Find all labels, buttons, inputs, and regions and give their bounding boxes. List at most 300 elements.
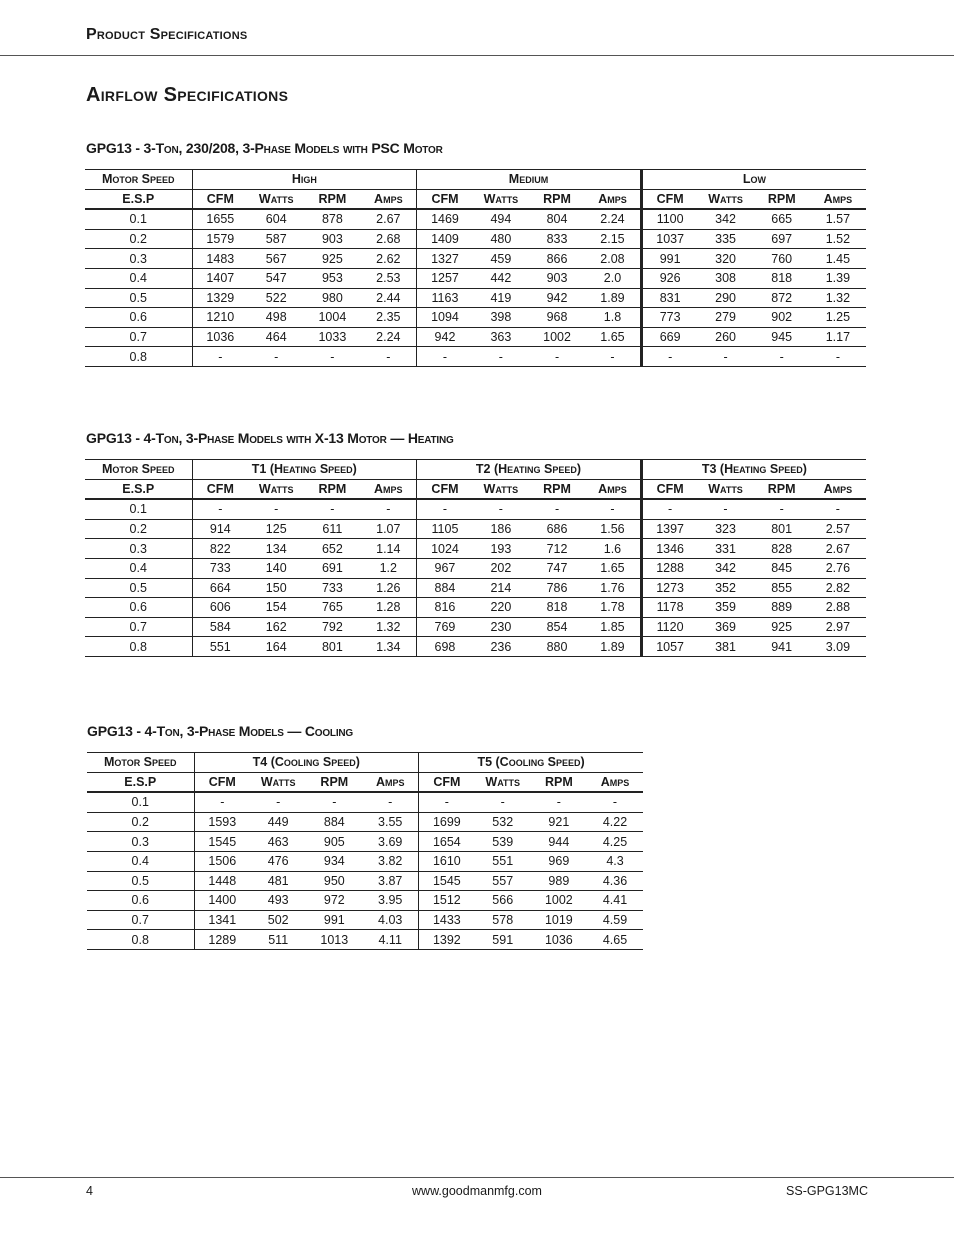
table-cell: 363 xyxy=(473,327,529,347)
column-header: RPM xyxy=(754,479,810,499)
table-cell: 1.45 xyxy=(810,249,866,269)
esp-value: 0.4 xyxy=(85,558,192,578)
table-cell: 604 xyxy=(248,209,304,229)
table-cell: 1.89 xyxy=(585,637,641,657)
table-cell: 1655 xyxy=(192,209,248,229)
table-cell: 1036 xyxy=(192,327,248,347)
table-cell: 747 xyxy=(529,558,585,578)
table-cell: 1100 xyxy=(641,209,697,229)
table-cell: - xyxy=(360,499,416,519)
column-header: Amps xyxy=(587,772,643,792)
table-cell: 944 xyxy=(531,832,587,852)
table-cell: 493 xyxy=(250,891,306,911)
speed-group-header: T5 (Cooling Speed) xyxy=(419,753,644,773)
column-header: Amps xyxy=(810,479,866,499)
esp-value: 0.5 xyxy=(85,578,192,598)
table-row xyxy=(85,209,866,229)
table-row xyxy=(87,812,643,832)
airflow-table-4ton-heating xyxy=(85,459,866,657)
table-cell: - xyxy=(697,499,753,519)
table-cell: - xyxy=(306,792,362,812)
table-row xyxy=(85,327,866,347)
table-cell: 134 xyxy=(248,539,304,559)
table-cell: 1178 xyxy=(641,598,697,618)
table-cell: 953 xyxy=(304,268,360,288)
table-cell: 828 xyxy=(754,539,810,559)
table-cell: 1483 xyxy=(192,249,248,269)
table-cell: 419 xyxy=(473,288,529,308)
table-cell: 1036 xyxy=(531,930,587,950)
esp-value: 0.2 xyxy=(85,229,192,249)
table-cell: 1400 xyxy=(194,891,250,911)
motor-speed-header: Motor Speed xyxy=(85,460,192,480)
table-cell: 4.11 xyxy=(362,930,418,950)
table-cell: - xyxy=(417,347,473,367)
table-cell: 792 xyxy=(304,617,360,637)
table-cell: 279 xyxy=(697,308,753,328)
table-cell: 1.52 xyxy=(810,229,866,249)
table-cell: 591 xyxy=(475,930,531,950)
table-cell: - xyxy=(475,792,531,812)
table-cell: 698 xyxy=(417,637,473,657)
table-cell: - xyxy=(192,347,248,367)
table-cell: 991 xyxy=(641,249,697,269)
table-cell: 969 xyxy=(531,851,587,871)
table-cell: 925 xyxy=(304,249,360,269)
table-cell: 551 xyxy=(192,637,248,657)
table-cell: 236 xyxy=(473,637,529,657)
esp-value: 0.4 xyxy=(87,851,194,871)
table-cell: 335 xyxy=(697,229,753,249)
column-header: RPM xyxy=(529,479,585,499)
table-cell: 1.78 xyxy=(585,598,641,618)
table-cell: 164 xyxy=(248,637,304,657)
table-cell: 968 xyxy=(529,308,585,328)
table-cell: 459 xyxy=(473,249,529,269)
table-cell: 1.76 xyxy=(585,578,641,598)
table-row xyxy=(85,229,866,249)
esp-header: E.S.P xyxy=(85,479,192,499)
table-cell: 3.95 xyxy=(362,891,418,911)
table-cell: 1654 xyxy=(419,832,475,852)
table-cell: 1.32 xyxy=(810,288,866,308)
table-cell: 801 xyxy=(304,637,360,657)
esp-value: 0.8 xyxy=(87,930,194,950)
table-cell: 2.53 xyxy=(360,268,416,288)
table-cell: 230 xyxy=(473,617,529,637)
table-row xyxy=(85,558,866,578)
table-cell: 1.28 xyxy=(360,598,416,618)
esp-value: 0.7 xyxy=(87,910,194,930)
table-cell: 1433 xyxy=(419,910,475,930)
table-cell: 652 xyxy=(304,539,360,559)
table-cell: 925 xyxy=(754,617,810,637)
table-cell: 150 xyxy=(248,578,304,598)
table-row xyxy=(87,930,643,950)
table-cell: - xyxy=(587,792,643,812)
table-cell: 786 xyxy=(529,578,585,598)
table-row xyxy=(87,891,643,911)
esp-header: E.S.P xyxy=(87,772,194,792)
table-cell: 2.62 xyxy=(360,249,416,269)
table-cell: 449 xyxy=(250,812,306,832)
table-cell: 4.36 xyxy=(587,871,643,891)
header-divider xyxy=(0,55,954,56)
esp-value: 0.6 xyxy=(85,308,192,328)
table-cell: 2.24 xyxy=(360,327,416,347)
table-cell: 1120 xyxy=(641,617,697,637)
table-cell: 202 xyxy=(473,558,529,578)
table-cell: 606 xyxy=(192,598,248,618)
table-cell: 398 xyxy=(473,308,529,328)
table-caption: GPG13 - 4-Ton, 3-Phase Models with X-13 Motor — Heating xyxy=(86,430,454,446)
table-cell: 1329 xyxy=(192,288,248,308)
table-cell: - xyxy=(248,347,304,367)
footer-divider xyxy=(0,1177,954,1178)
table-cell: 669 xyxy=(641,327,697,347)
column-header: CFM xyxy=(641,189,697,209)
table-cell: 498 xyxy=(248,308,304,328)
table-cell: 1013 xyxy=(306,930,362,950)
table-cell: 480 xyxy=(473,229,529,249)
table-cell: 2.76 xyxy=(810,558,866,578)
table-cell: 2.57 xyxy=(810,519,866,539)
table-cell: - xyxy=(192,499,248,519)
table-row xyxy=(85,347,866,367)
speed-group-header: T1 (Heating Speed) xyxy=(192,460,417,480)
table-cell: 1.39 xyxy=(810,268,866,288)
airflow-table-3ton-psc xyxy=(85,169,866,367)
table-row xyxy=(85,598,866,618)
table-cell: 1409 xyxy=(417,229,473,249)
document-code: SS-GPG13MC xyxy=(786,1184,868,1198)
table-cell: 2.44 xyxy=(360,288,416,308)
speed-group-header: High xyxy=(192,170,417,190)
table-cell: 1163 xyxy=(417,288,473,308)
column-header: RPM xyxy=(304,189,360,209)
table-cell: 1.8 xyxy=(585,308,641,328)
table-cell: 773 xyxy=(641,308,697,328)
table-row xyxy=(85,578,866,598)
esp-value: 0.1 xyxy=(85,209,192,229)
table-cell: 878 xyxy=(304,209,360,229)
table-cell: 822 xyxy=(192,539,248,559)
column-header: Amps xyxy=(810,189,866,209)
table-cell: 1469 xyxy=(417,209,473,229)
table-cell: 2.24 xyxy=(585,209,641,229)
table-cell: 1033 xyxy=(304,327,360,347)
table-cell: 1.14 xyxy=(360,539,416,559)
table-row xyxy=(87,871,643,891)
table-cell: - xyxy=(304,347,360,367)
column-header: Watts xyxy=(473,189,529,209)
table-cell: 1.2 xyxy=(360,558,416,578)
column-header: CFM xyxy=(192,479,248,499)
table-cell: 801 xyxy=(754,519,810,539)
table-cell: 369 xyxy=(697,617,753,637)
table-cell: 154 xyxy=(248,598,304,618)
table-cell: 352 xyxy=(697,578,753,598)
esp-header: E.S.P xyxy=(85,189,192,209)
column-header: Amps xyxy=(585,189,641,209)
table-cell: 2.82 xyxy=(810,578,866,598)
table-cell: - xyxy=(304,499,360,519)
table-cell: 359 xyxy=(697,598,753,618)
table-row xyxy=(85,617,866,637)
table-cell: 567 xyxy=(248,249,304,269)
table-cell: 442 xyxy=(473,268,529,288)
table-cell: 4.59 xyxy=(587,910,643,930)
table-cell: 967 xyxy=(417,558,473,578)
table-cell: 1002 xyxy=(531,891,587,911)
table-cell: 1288 xyxy=(641,558,697,578)
table-cell: 1210 xyxy=(192,308,248,328)
column-header: Watts xyxy=(697,189,753,209)
table-cell: 1004 xyxy=(304,308,360,328)
esp-value: 0.3 xyxy=(87,832,194,852)
table-cell: 494 xyxy=(473,209,529,229)
table-cell: 214 xyxy=(473,578,529,598)
motor-speed-header: Motor Speed xyxy=(87,753,194,773)
table-cell: 818 xyxy=(529,598,585,618)
table-cell: 691 xyxy=(304,558,360,578)
table-cell: 1392 xyxy=(419,930,475,950)
table-cell: 1610 xyxy=(419,851,475,871)
table-cell: 1506 xyxy=(194,851,250,871)
speed-group-header: Medium xyxy=(417,170,642,190)
esp-value: 0.3 xyxy=(85,539,192,559)
table-cell: 578 xyxy=(475,910,531,930)
column-header: RPM xyxy=(754,189,810,209)
table-row xyxy=(85,268,866,288)
table-cell: - xyxy=(250,792,306,812)
table-cell: 2.68 xyxy=(360,229,416,249)
table-cell: 2.15 xyxy=(585,229,641,249)
table-cell: 551 xyxy=(475,851,531,871)
table-cell: 1341 xyxy=(194,910,250,930)
table-cell: 733 xyxy=(304,578,360,598)
table-cell: 1.25 xyxy=(810,308,866,328)
table-cell: 866 xyxy=(529,249,585,269)
column-header: RPM xyxy=(304,479,360,499)
table-row xyxy=(85,308,866,328)
table-cell: 2.08 xyxy=(585,249,641,269)
esp-value: 0.5 xyxy=(87,871,194,891)
table-cell: - xyxy=(641,499,697,519)
table-cell: 1.56 xyxy=(585,519,641,539)
table-row xyxy=(87,832,643,852)
table-cell: 903 xyxy=(529,268,585,288)
table-cell: 381 xyxy=(697,637,753,657)
table-cell: 342 xyxy=(697,209,753,229)
esp-value: 0.5 xyxy=(85,288,192,308)
table-cell: 260 xyxy=(697,327,753,347)
section-title: Airflow Specifications xyxy=(86,84,289,106)
table-cell: 921 xyxy=(531,812,587,832)
table-cell: 914 xyxy=(192,519,248,539)
table-row xyxy=(85,249,866,269)
table-cell: - xyxy=(362,792,418,812)
table-cell: 547 xyxy=(248,268,304,288)
esp-value: 0.4 xyxy=(85,268,192,288)
table-cell: 1699 xyxy=(419,812,475,832)
table-row xyxy=(87,851,643,871)
table-cell: - xyxy=(810,347,866,367)
speed-group-header: T2 (Heating Speed) xyxy=(417,460,642,480)
table-cell: 905 xyxy=(306,832,362,852)
table-cell: 1545 xyxy=(194,832,250,852)
table-cell: 884 xyxy=(417,578,473,598)
table-row xyxy=(85,288,866,308)
table-cell: 1.57 xyxy=(810,209,866,229)
table-cell: - xyxy=(754,347,810,367)
table-cell: 587 xyxy=(248,229,304,249)
table-cell: 1.89 xyxy=(585,288,641,308)
table-caption: GPG13 - 4-Ton, 3-Phase Models — Cooling xyxy=(87,723,354,739)
table-cell: 611 xyxy=(304,519,360,539)
table-cell: 481 xyxy=(250,871,306,891)
table-cell: 855 xyxy=(754,578,810,598)
table-cell: 464 xyxy=(248,327,304,347)
table-cell: - xyxy=(419,792,475,812)
table-cell: - xyxy=(585,347,641,367)
table-cell: 1037 xyxy=(641,229,697,249)
table-cell: 941 xyxy=(754,637,810,657)
table-cell: 1579 xyxy=(192,229,248,249)
column-header: CFM xyxy=(417,479,473,499)
website-link[interactable]: www.goodmanmfg.com xyxy=(412,1184,542,1198)
table-cell: 665 xyxy=(754,209,810,229)
table-row xyxy=(85,637,866,657)
table-cell: 1397 xyxy=(641,519,697,539)
table-cell: 522 xyxy=(248,288,304,308)
table-cell: 4.03 xyxy=(362,910,418,930)
table-cell: 584 xyxy=(192,617,248,637)
table-cell: - xyxy=(754,499,810,519)
table-cell: 2.97 xyxy=(810,617,866,637)
table-cell: 804 xyxy=(529,209,585,229)
column-header: Amps xyxy=(360,189,416,209)
table-cell: 1019 xyxy=(531,910,587,930)
table-cell: 831 xyxy=(641,288,697,308)
table-cell: 686 xyxy=(529,519,585,539)
table-cell: 2.88 xyxy=(810,598,866,618)
airflow-table-4ton-cooling xyxy=(87,752,643,950)
table-cell: 942 xyxy=(529,288,585,308)
table-cell: 765 xyxy=(304,598,360,618)
table-cell: 989 xyxy=(531,871,587,891)
table-cell: 980 xyxy=(304,288,360,308)
esp-value: 0.6 xyxy=(87,891,194,911)
table-cell: 934 xyxy=(306,851,362,871)
table-cell: 331 xyxy=(697,539,753,559)
column-header: CFM xyxy=(194,772,250,792)
esp-value: 0.1 xyxy=(85,499,192,519)
table-cell: 320 xyxy=(697,249,753,269)
table-cell: 1.26 xyxy=(360,578,416,598)
column-header: Amps xyxy=(360,479,416,499)
table-cell: 833 xyxy=(529,229,585,249)
table-cell: 4.3 xyxy=(587,851,643,871)
table-cell: 4.65 xyxy=(587,930,643,950)
table-cell: 342 xyxy=(697,558,753,578)
esp-value: 0.3 xyxy=(85,249,192,269)
column-header: RPM xyxy=(306,772,362,792)
column-header: Watts xyxy=(248,479,304,499)
table-cell: 532 xyxy=(475,812,531,832)
table-cell: 1.17 xyxy=(810,327,866,347)
table-cell: 463 xyxy=(250,832,306,852)
table-cell: 880 xyxy=(529,637,585,657)
esp-value: 0.2 xyxy=(85,519,192,539)
table-cell: 733 xyxy=(192,558,248,578)
esp-value: 0.7 xyxy=(85,617,192,637)
column-header: Watts xyxy=(248,189,304,209)
table-cell: 950 xyxy=(306,871,362,891)
esp-value: 0.8 xyxy=(85,347,192,367)
table-cell: - xyxy=(360,347,416,367)
table-row xyxy=(85,499,866,519)
table-cell: 926 xyxy=(641,268,697,288)
table-cell: 1.6 xyxy=(585,539,641,559)
column-header: CFM xyxy=(419,772,475,792)
table-cell: - xyxy=(697,347,753,367)
table-cell: 972 xyxy=(306,891,362,911)
table-cell: 1.34 xyxy=(360,637,416,657)
table-cell: 2.35 xyxy=(360,308,416,328)
table-cell: 1002 xyxy=(529,327,585,347)
table-cell: 1105 xyxy=(417,519,473,539)
column-header: Watts xyxy=(473,479,529,499)
table-cell: - xyxy=(641,347,697,367)
motor-speed-header: Motor Speed xyxy=(85,170,192,190)
table-cell: 220 xyxy=(473,598,529,618)
table-cell: - xyxy=(417,499,473,519)
table-cell: 1.85 xyxy=(585,617,641,637)
table-cell: 4.22 xyxy=(587,812,643,832)
table-row xyxy=(87,792,643,812)
table-cell: 1024 xyxy=(417,539,473,559)
page-header: Product Specifications xyxy=(86,26,248,43)
table-cell: 566 xyxy=(475,891,531,911)
table-cell: 902 xyxy=(754,308,810,328)
table-cell: 3.82 xyxy=(362,851,418,871)
table-cell: 991 xyxy=(306,910,362,930)
column-header: Watts xyxy=(250,772,306,792)
esp-value: 0.2 xyxy=(87,812,194,832)
table-cell: 1.32 xyxy=(360,617,416,637)
table-cell: 889 xyxy=(754,598,810,618)
column-header: RPM xyxy=(529,189,585,209)
table-cell: 511 xyxy=(250,930,306,950)
table-cell: 290 xyxy=(697,288,753,308)
table-cell: 476 xyxy=(250,851,306,871)
table-cell: 942 xyxy=(417,327,473,347)
table-cell: 3.55 xyxy=(362,812,418,832)
table-cell: 845 xyxy=(754,558,810,578)
column-header: CFM xyxy=(192,189,248,209)
table-cell: 872 xyxy=(754,288,810,308)
table-cell: 502 xyxy=(250,910,306,930)
esp-value: 0.6 xyxy=(85,598,192,618)
table-cell: 884 xyxy=(306,812,362,832)
table-cell: 1289 xyxy=(194,930,250,950)
table-row xyxy=(87,910,643,930)
table-cell: 1448 xyxy=(194,871,250,891)
table-cell: 712 xyxy=(529,539,585,559)
table-cell: 1.07 xyxy=(360,519,416,539)
table-cell: 308 xyxy=(697,268,753,288)
